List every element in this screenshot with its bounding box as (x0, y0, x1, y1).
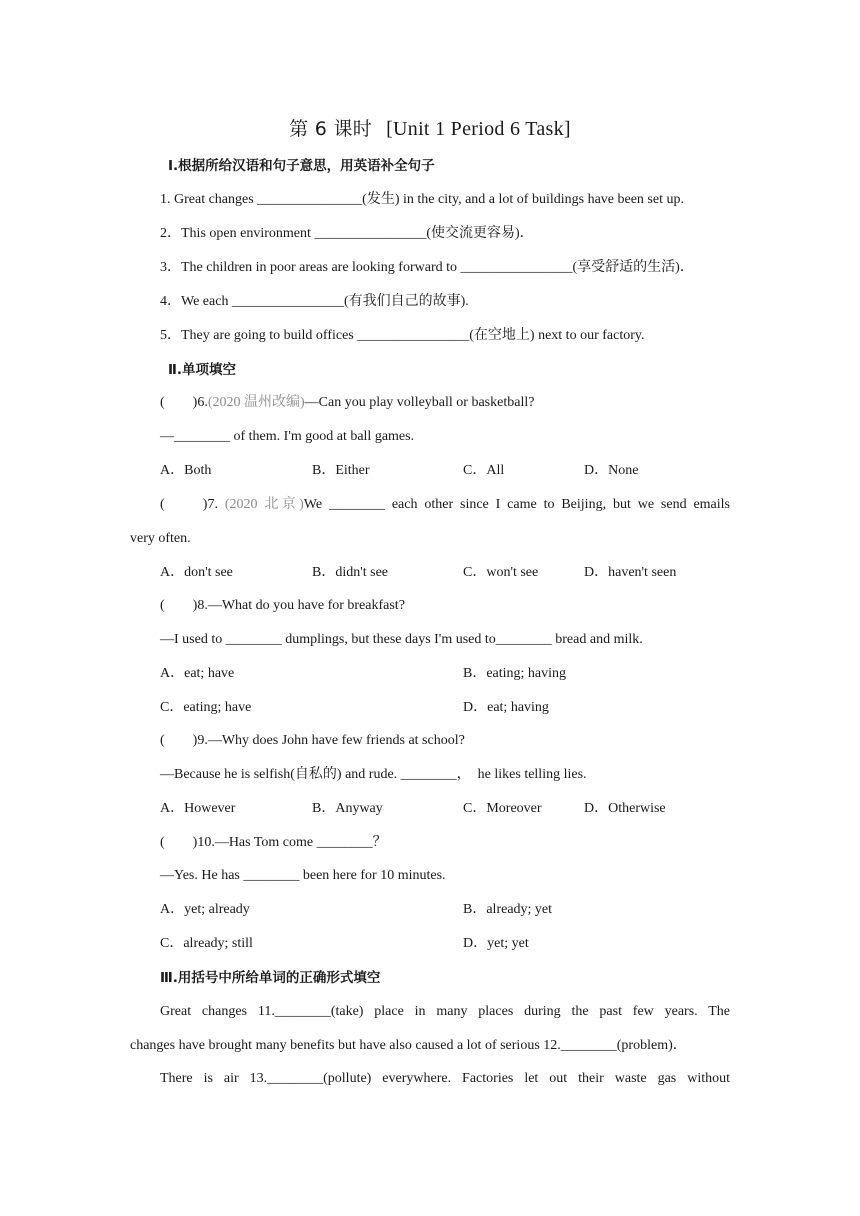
option-c: C．eating; have (160, 700, 252, 715)
question-7-blank: ( )7. (160, 497, 225, 512)
option-d: D．yet; yet (463, 936, 529, 951)
question-9-line-2: —Because he is selfish(自私的) and rude. ________， he likes telling lies. (160, 767, 587, 782)
section-3-paragraph-1: Great changes 11.________(take) place in many places during the past few years. The (160, 1004, 730, 1019)
unit-period-title: [Unit 1 Period 6 Task] (386, 118, 571, 140)
option-c: C．All (463, 463, 505, 478)
section-3-paragraph-2: There is air 13.________(pollute) everywhere. Factories let out their waste gas without (160, 1071, 730, 1086)
option-b: B．Either (312, 463, 370, 478)
question-7-text: We ________ each other since I came to Beijing, but we send emails (303, 497, 730, 512)
question-6-blank: ( )6. (160, 395, 208, 410)
question-7-continuation: very often. (130, 531, 191, 546)
section-1-item-5: 5．They are going to build offices ________________(在空地上) next to our factory. (160, 328, 645, 343)
section-1-item-3: 3．The children in poor areas are looking forward to ________________(享受舒适的生活)． (160, 260, 694, 275)
section-1-item-2: 2．This open environment ________________(使交流更容易)． (160, 226, 534, 241)
option-a: A．don't see (160, 565, 233, 580)
option-b: B．Anyway (312, 801, 383, 816)
lesson-number: 第 6 课时 (289, 118, 373, 140)
question-9: ( )9.—Why does John have few friends at school? (160, 733, 465, 748)
option-a: A．Both (160, 463, 212, 478)
option-b: B．didn't see (312, 565, 389, 580)
question-7-source: (2020 北京) (224, 497, 304, 512)
option-d: D．Otherwise (584, 801, 666, 816)
question-8: ( )8.—What do you have for breakfast? (160, 598, 405, 613)
question-6-source: (2020 温州改编) (207, 395, 305, 410)
question-8-line-2: —I used to ________ dumplings, but these days I'm used to________ bread and milk. (160, 632, 643, 647)
question-10: ( )10.—Has Tom come ________？ (160, 835, 387, 850)
option-a: A．eat; have (160, 666, 235, 681)
section-2-heading: Ⅱ.单项填空 (168, 362, 237, 378)
option-c: C．Moreover (463, 801, 542, 816)
option-c: C．won't see (463, 565, 539, 580)
question-7 (160, 495, 730, 515)
section-1-item-4: 4．We each ________________(有我们自己的故事). (160, 294, 469, 309)
question-6-text: —Can you play volleyball or basketball? (304, 395, 535, 410)
option-d: D．haven't seen (584, 565, 677, 580)
option-d: D．eat; having (463, 700, 549, 715)
option-c: C．already; still (160, 936, 253, 951)
question-6-line-2: —________ of them. I'm good at ball games. (160, 429, 415, 444)
option-b: B．eating; having (463, 666, 567, 681)
question-6 (160, 393, 730, 413)
section-1-heading: Ⅰ.根据所给汉语和句子意思，用英语补全句子 (168, 158, 435, 174)
option-d: D．None (584, 463, 639, 478)
page-title (0, 114, 860, 141)
section-1-item-1: 1. Great changes _______________(发生) in the city, and a lot of buildings have been set up. (160, 192, 684, 207)
question-10-line-2: —Yes. He has ________ been here for 10 minutes. (160, 868, 446, 883)
option-b: B．already; yet (463, 902, 553, 917)
option-a: A．yet; already (160, 902, 250, 917)
section-3-heading: Ⅲ.用括号中所给单词的正确形式填空 (160, 970, 381, 986)
option-a: A．However (160, 801, 236, 816)
section-3-paragraph-1-continued: changes have brought many benefits but have also caused a lot of serious 12.________(problem)． (130, 1038, 687, 1053)
